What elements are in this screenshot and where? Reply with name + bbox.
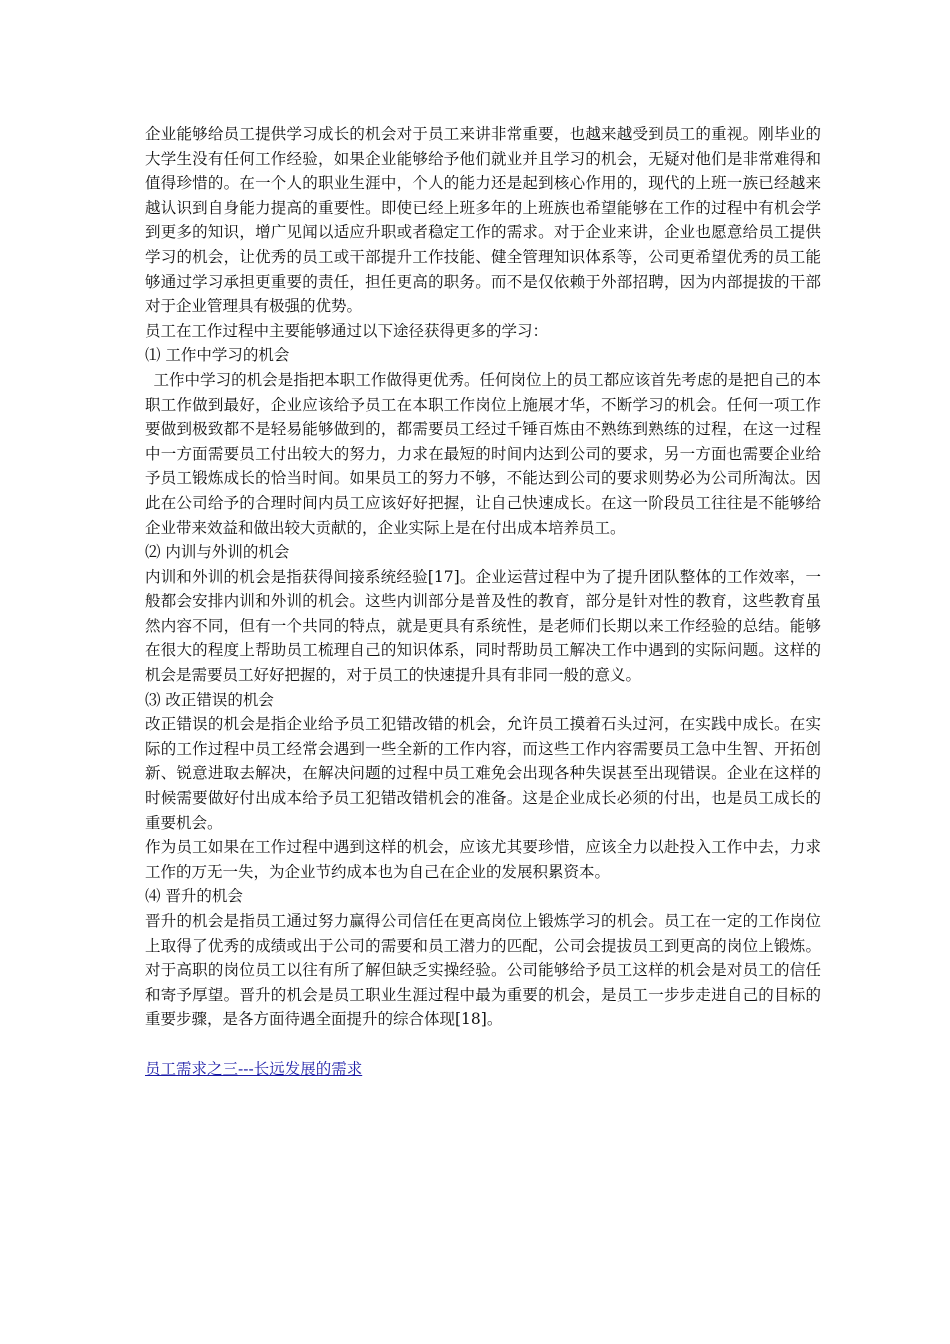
section-heading-promotion: ⑷ 晋升的机会 [145,887,243,906]
next-section-link[interactable]: 员工需求之三---长远发展的需求 [145,1059,363,1078]
lead-in-paragraph: 员工在工作过程中主要能够通过以下途径获得更多的学习： [145,321,549,340]
section-paragraph-promotion: 晋升的机会是指员工通过努力赢得公司信任在更高岗位上锻炼学习的机会。员工在一定的工作岗位上取得了优秀的成绩或出于公司的需要和员工潜力的匹配，公司会提拔员工到更高的岗位上锻炼。对于高职的岗位员工以往有所了解但缺乏实操经验。公司能够给予员工这样的机会是对员工的信任和寄予厚望。晋升的机会是员工职业生涯过程中最为重要的机会，是员工一步步走进自己的目标的重要步骤，是各方面待遇全面提升的综合体现[18]。 [145,912,821,1029]
section-paragraph-correcting-mistakes: 改正错误的机会是指企业给予员工犯错改错的机会，允许员工摸着石头过河，在实践中成长。在实际的工作过程中员工经常会遇到一些全新的工作内容，而这些工作内容需要员工急中生智、开拓创新、锐意进取去解决，在解决问题的过程中员工难免会出现各种失误甚至出现错误。企业在这样的时候需要做好付出成本给予员工犯错改错机会的准备。这是企业成长必须的付出，也是员工成长的重要机会。 [145,715,821,832]
section-paragraph-correcting-mistakes-2: 作为员工如果在工作过程中遇到这样的机会，应该尤其要珍惜，应该全力以赴投入工作中去，力求工作的万无一失，为企业节约成本也为自己在企业的发展积累资本。 [145,838,821,881]
document-body [145,122,821,1081]
section-paragraph-training: 内训和外训的机会是指获得间接系统经验[17]。企业运营过程中为了提升团队整体的工作效率，一般都会安排内训和外训的机会。这些内训部分是普及性的教育，部分是针对性的教育，这些教育虽然内容不同，但有一个共同的特点，就是更具有系统性，是老师们长期以来工作经验的总结。能够在很大的程度上帮助员工梳理自己的知识体系，同时帮助员工解决工作中遇到的实际问题。这样的机会是需要员工好好把握的，对于员工的快速提升具有非同一般的意义。 [145,567,821,685]
section-heading-work-learning: ⑴ 工作中学习的机会 [145,346,290,365]
section-heading-training: ⑵ 内训与外训的机会 [145,543,290,562]
section-paragraph-work-learning: 工作中学习的机会是指把本职工作做得更优秀。任何岗位上的员工都应该首先考虑的是把自己的本职工作做到最好，企业应该给予员工在本职工作岗位上施展才华，不断学习的机会。任何一项工作要做到极致都不是轻易能够做到的，都需要员工经过千锤百炼由不熟练到熟练的过程，在这一过程中一方面需要员工付出较大的努力，力求在最短的时间内达到公司的要求，另一方面也需要企业给予员工锻炼成长的恰当时间。如果员工的努力不够，不能达到公司的要求则势必为公司所淘汰。因此在公司给予的合理时间内员工应该好好把握，让自己快速成长。在这一阶段员工往往是不能够给企业带来效益和做出较大贡献的，企业实际上是在付出成本培养员工。 [145,370,821,537]
section-heading-correcting-mistakes: ⑶ 改正错误的机会 [145,690,274,709]
intro-paragraph: 企业能够给员工提供学习成长的机会对于员工来讲非常重要，也越来越受到员工的重视。刚毕业的大学生没有任何工作经验，如果企业能够给予他们就业并且学习的机会，无疑对他们是非常难得和值得珍惜的。在一个人的职业生涯中，个人的能力还是起到核心作用的，现代的上班一族已经越来越认识到自身能力提高的重要性。即使已经上班多年的上班族也希望能够在工作的过程中有机会学到更多的知识，增广见闻以适应升职或者稳定工作的需求。对于企业来讲，企业也愿意给员工提供学习的机会，让优秀的员工或干部提升工作技能、健全管理知识体系等，公司更希望优秀的员工能够通过学习承担更重要的责任，担任更高的职务。而不是仅依赖于外部招聘，因为内部提拔的干部对于企业管理具有极强的优势。 [145,125,821,316]
blank-line [145,1032,821,1057]
